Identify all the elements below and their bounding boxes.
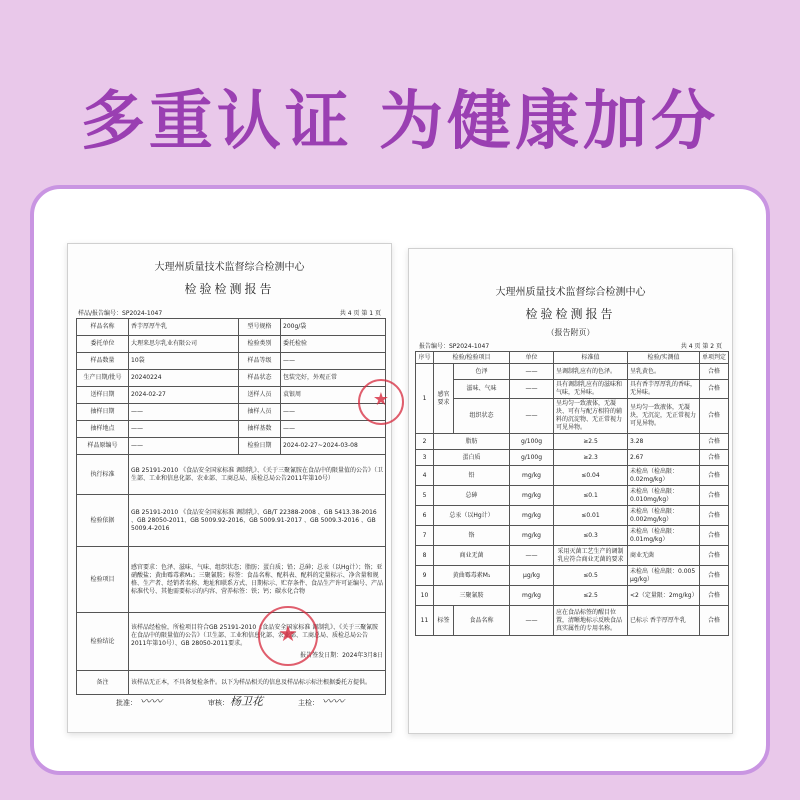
row-item: 铅 [434,466,510,486]
report-org: 大理州质量技术监督综合检测中心 [495,287,646,298]
header-no: 序号 [416,352,434,364]
row-number: 7 [416,526,434,546]
sample-info-table [76,318,386,695]
row-item: 商业无菌 [434,546,510,566]
info-label: 抽样日期 [77,404,129,421]
row-value: 呈乳黄色。 [628,364,700,380]
row-value: 未检出（检出限：0.02mg/kg） [628,466,700,486]
row-item: 三聚氰胺 [434,586,510,606]
row-group: 标签 [434,606,454,636]
result-row [416,526,729,546]
row-judgement: 合格 [700,546,729,566]
row-value: 3.28 [628,434,700,450]
result-row [416,399,729,434]
row-unit: mg/kg [510,466,554,486]
row-unit: mg/kg [510,486,554,506]
row-item: 总砷 [434,486,510,506]
sample-info-row [77,370,386,387]
header-item: 检验/检验项目 [434,352,510,364]
results-header-row [416,352,729,364]
reviewer-signature: 杨卫花 [230,695,263,708]
row-standard: ≤0.1 [554,486,628,506]
info-value: 包装完好，外观正常 [281,370,386,387]
info-label: 样品等级 [239,353,281,370]
info-label: 抽样地点 [77,421,129,438]
info-value: —— [281,353,386,370]
row-value: 呈均匀一致液体，无凝块，无沉淀，无正常视力可见异物。 [628,399,700,434]
row-unit: μg/kg [510,566,554,586]
info-label: 抽样人员 [239,404,281,421]
result-row [416,546,729,566]
header-value: 检验/实测值 [628,352,700,364]
row-unit: mg/kg [510,506,554,526]
info-value: 200g/袋 [281,319,386,336]
row-standard: ≤0.5 [554,566,628,586]
row-standard: 应在食品标签的醒目位置，清晰地标示反映食品真实属性的专用名称。 [554,606,628,636]
info-value: —— [281,421,386,438]
page-indicator: 共 4 页 第 2 页 [680,343,722,350]
row-value: 未检出（检出限：0.005 μg/kg） [628,566,700,586]
row-unit: mg/kg [510,526,554,546]
row-number: 9 [416,566,434,586]
row-group: 感官要求 [434,364,454,434]
conclusion-row [77,613,386,671]
result-row [416,606,729,636]
info-label: 检验类别 [239,336,281,353]
result-row [416,364,729,380]
basis-label: 检验依据 [77,495,129,547]
info-label: 送样人员 [239,387,281,404]
info-label: 检验日期 [239,438,281,455]
row-unit: —— [510,606,554,636]
row-judgement: 合格 [700,434,729,450]
drafter-signature: 〰〰 [322,695,344,708]
row-judgement: 合格 [700,399,729,434]
info-value: 2024-02-27 [129,387,239,404]
row-unit: —— [510,546,554,566]
result-row [416,434,729,450]
info-label: 样品名称 [77,319,129,336]
info-value: 袁银周 [281,387,386,404]
row-number: 3 [416,450,434,466]
row-unit: —— [510,380,554,399]
result-row [416,566,729,586]
results-table [415,351,729,636]
info-label: 生产日期/批号 [77,370,129,387]
row-item: 总汞（以Hg计） [434,506,510,526]
row-unit: g/100g [510,450,554,466]
row-unit: —— [510,364,554,380]
page-headline: 多重认证 为健康加分 [80,85,720,159]
conclusion-label: 检验结论 [77,613,129,671]
row-judgement: 合格 [700,466,729,486]
result-row [416,466,729,486]
page-indicator: 共 4 页 第 1 页 [339,310,381,317]
row-item: 色泽 [454,364,510,380]
row-standard: 呈调制乳应有的色泽。 [554,364,628,380]
row-number: 4 [416,466,434,486]
note-label: 备注 [77,671,129,695]
basis-row [77,495,386,547]
basis-text: GB 25191-2010 《食品安全国家标准 调制乳》、GB/T 22388-2008 、GB 5413.38-2016 、GB 28050-2011、GB 5009.92-2016、GB 5009.91-2017 、GB 5009.3-2016 、GB 5009.4-2016 [129,495,386,547]
note-row [77,671,386,695]
result-row [416,486,729,506]
result-row [416,506,729,526]
info-value: 10袋 [129,353,239,370]
info-value: 20240224 [129,370,239,387]
row-unit: —— [510,399,554,434]
row-number: 8 [416,546,434,566]
sample-info-row [77,319,386,336]
row-unit: mg/kg [510,586,554,606]
row-judgement: 合格 [700,526,729,546]
info-label: 样品状态 [239,370,281,387]
info-value: —— [129,404,239,421]
report-org: 大理州质量技术监督综合检测中心 [154,262,305,273]
info-label: 样品原编号 [77,438,129,455]
approver-signature: 〰〰 [140,695,162,708]
info-value: —— [281,404,386,421]
row-value: 商业无菌 [628,546,700,566]
row-value: 2.67 [628,450,700,466]
info-value: 大理来思尔乳业有限公司 [129,336,239,353]
row-item: 黄曲霉毒素M₁ [434,566,510,586]
result-row [416,380,729,399]
result-row [416,586,729,606]
row-judgement: 合格 [700,506,729,526]
header-judgement: 单项判定 [700,352,729,364]
row-number: 6 [416,506,434,526]
row-item: 滋味、气味 [454,380,510,399]
row-item: 组织状态 [454,399,510,434]
official-seal: ★ [258,606,318,666]
row-value: 未检出（检出限：0.01mg/kg） [628,526,700,546]
approver-label: 批准： [116,699,137,707]
report-number: 样品/报告编号：SP2024-1047 [78,310,163,317]
row-standard: ≤0.01 [554,506,628,526]
info-value: 委托检验 [281,336,386,353]
row-judgement: 合格 [700,380,729,399]
report-subtitle: （报告附页） [546,328,595,337]
row-value: 已标示 香芋厚厚牛乳 [628,606,700,636]
info-value: —— [129,421,239,438]
report-title: 检验检测报告 [184,282,275,296]
side-seal: ★ [358,379,404,425]
sample-info-row [77,438,386,455]
note-text: 该样品无正本，不具备复检条件。以下为样品相关的信息及样品标示标注根据委托方提供。 [129,671,386,695]
row-standard: 具有调制乳应有的滋味和气味，无异味。 [554,380,628,399]
conclusion-cell [129,613,386,671]
row-judgement: 合格 [700,606,729,636]
row-value: <2（定量限：2mg/kg） [628,586,700,606]
row-standard: ≥2.3 [554,450,628,466]
row-number: 5 [416,486,434,506]
row-item: 蛋白质 [434,450,510,466]
info-label: 抽样基数 [239,421,281,438]
row-judgement: 合格 [700,486,729,506]
row-standard: ≥2.5 [554,434,628,450]
header-unit: 单位 [510,352,554,364]
row-standard: 采用灭菌工艺生产的调制乳应符合商业无菌的要求 [554,546,628,566]
test-items-text: 感官要求：色泽、滋味、气味、组织状态；脂肪；蛋白质；铅；总砷；总汞（以Hg计）；铬；亚硝酸盐；黄曲霉毒素M₁；三聚氰胺；标签：食品名称、配料表、配料的定量标示、净含量和规格、生产者、经销者名称、地址和联系方式、日期标示、贮存条件、食品生产许可证编号、产品标准代号、其他需要标示的内容、营养标签：铁；钙；碳水化合物 [129,547,386,613]
row-number: 10 [416,586,434,606]
row-standard: 呈均匀一致液体，无凝块、可有与配方相符的辅料的沉淀物、无正常视力可见异物。 [554,399,628,434]
row-standard: ≤0.04 [554,466,628,486]
row-value: 未检出（检出限：0.010mg/kg） [628,486,700,506]
row-standard: ≤0.3 [554,526,628,546]
sample-info-row [77,336,386,353]
row-item: 脂肪 [434,434,510,450]
report-page-2 [408,248,733,734]
info-label: 型号规格 [239,319,281,336]
exec-standard-text: GB 25191-2010 《食品安全国家标准 调制乳》、《关于三聚氰胺在食品中的限量值的公告》（卫生部、工业和信息化部、农业部、工商总局、质检总局公告2011年第10号） [129,455,386,495]
issue-date: 报告签发日期：2024年3月8日 [300,651,383,659]
row-judgement: 合格 [700,450,729,466]
row-number: 2 [416,434,434,450]
result-row [416,450,729,466]
conclusion-text: 该样品经检验，所检项目符合GB 25191-2010《食品安全国家标准 调制乳》、《关于三聚氰胺在食品中的限量值的公告》（卫生部、工业和信息化部、农业部、工商总局、质检总局公告2011年第10号）、GB 28050-2011要求。 [131,623,379,647]
drafter-label: 主检： [298,699,319,707]
row-unit: g/100g [510,434,554,450]
row-judgement: 合格 [700,566,729,586]
info-label: 送样日期 [77,387,129,404]
test-items-row [77,547,386,613]
report-title: 检验检测报告 [525,307,616,321]
row-judgement: 合格 [700,586,729,606]
sample-info-row [77,404,386,421]
info-label: 样品数量 [77,353,129,370]
row-value: 具有香芋厚厚乳的香味，无异味。 [628,380,700,399]
info-value: 2024-02-27~2024-03-08 [281,438,386,455]
report-number: 报告编号：SP2024-1047 [419,343,490,350]
exec-standard-label: 执行标准 [77,455,129,495]
reviewer-label: 审核： [208,699,229,707]
sample-info-row [77,353,386,370]
exec-standard-row [77,455,386,495]
row-standard: ≤2.5 [554,586,628,606]
row-item: 铬 [434,526,510,546]
sample-info-row [77,387,386,404]
info-label: 委托单位 [77,336,129,353]
row-value: 未检出（检出限：0.002mg/kg） [628,506,700,526]
header-standard: 标准值 [554,352,628,364]
info-value: 香芋厚厚牛乳 [129,319,239,336]
row-item: 食品名称 [454,606,510,636]
row-number: 1 [416,364,434,434]
test-items-label: 检验项目 [77,547,129,613]
info-value: —— [129,438,239,455]
report-page-1 [67,243,392,733]
sample-info-row [77,421,386,438]
row-number: 11 [416,606,434,636]
row-judgement: 合格 [700,364,729,380]
